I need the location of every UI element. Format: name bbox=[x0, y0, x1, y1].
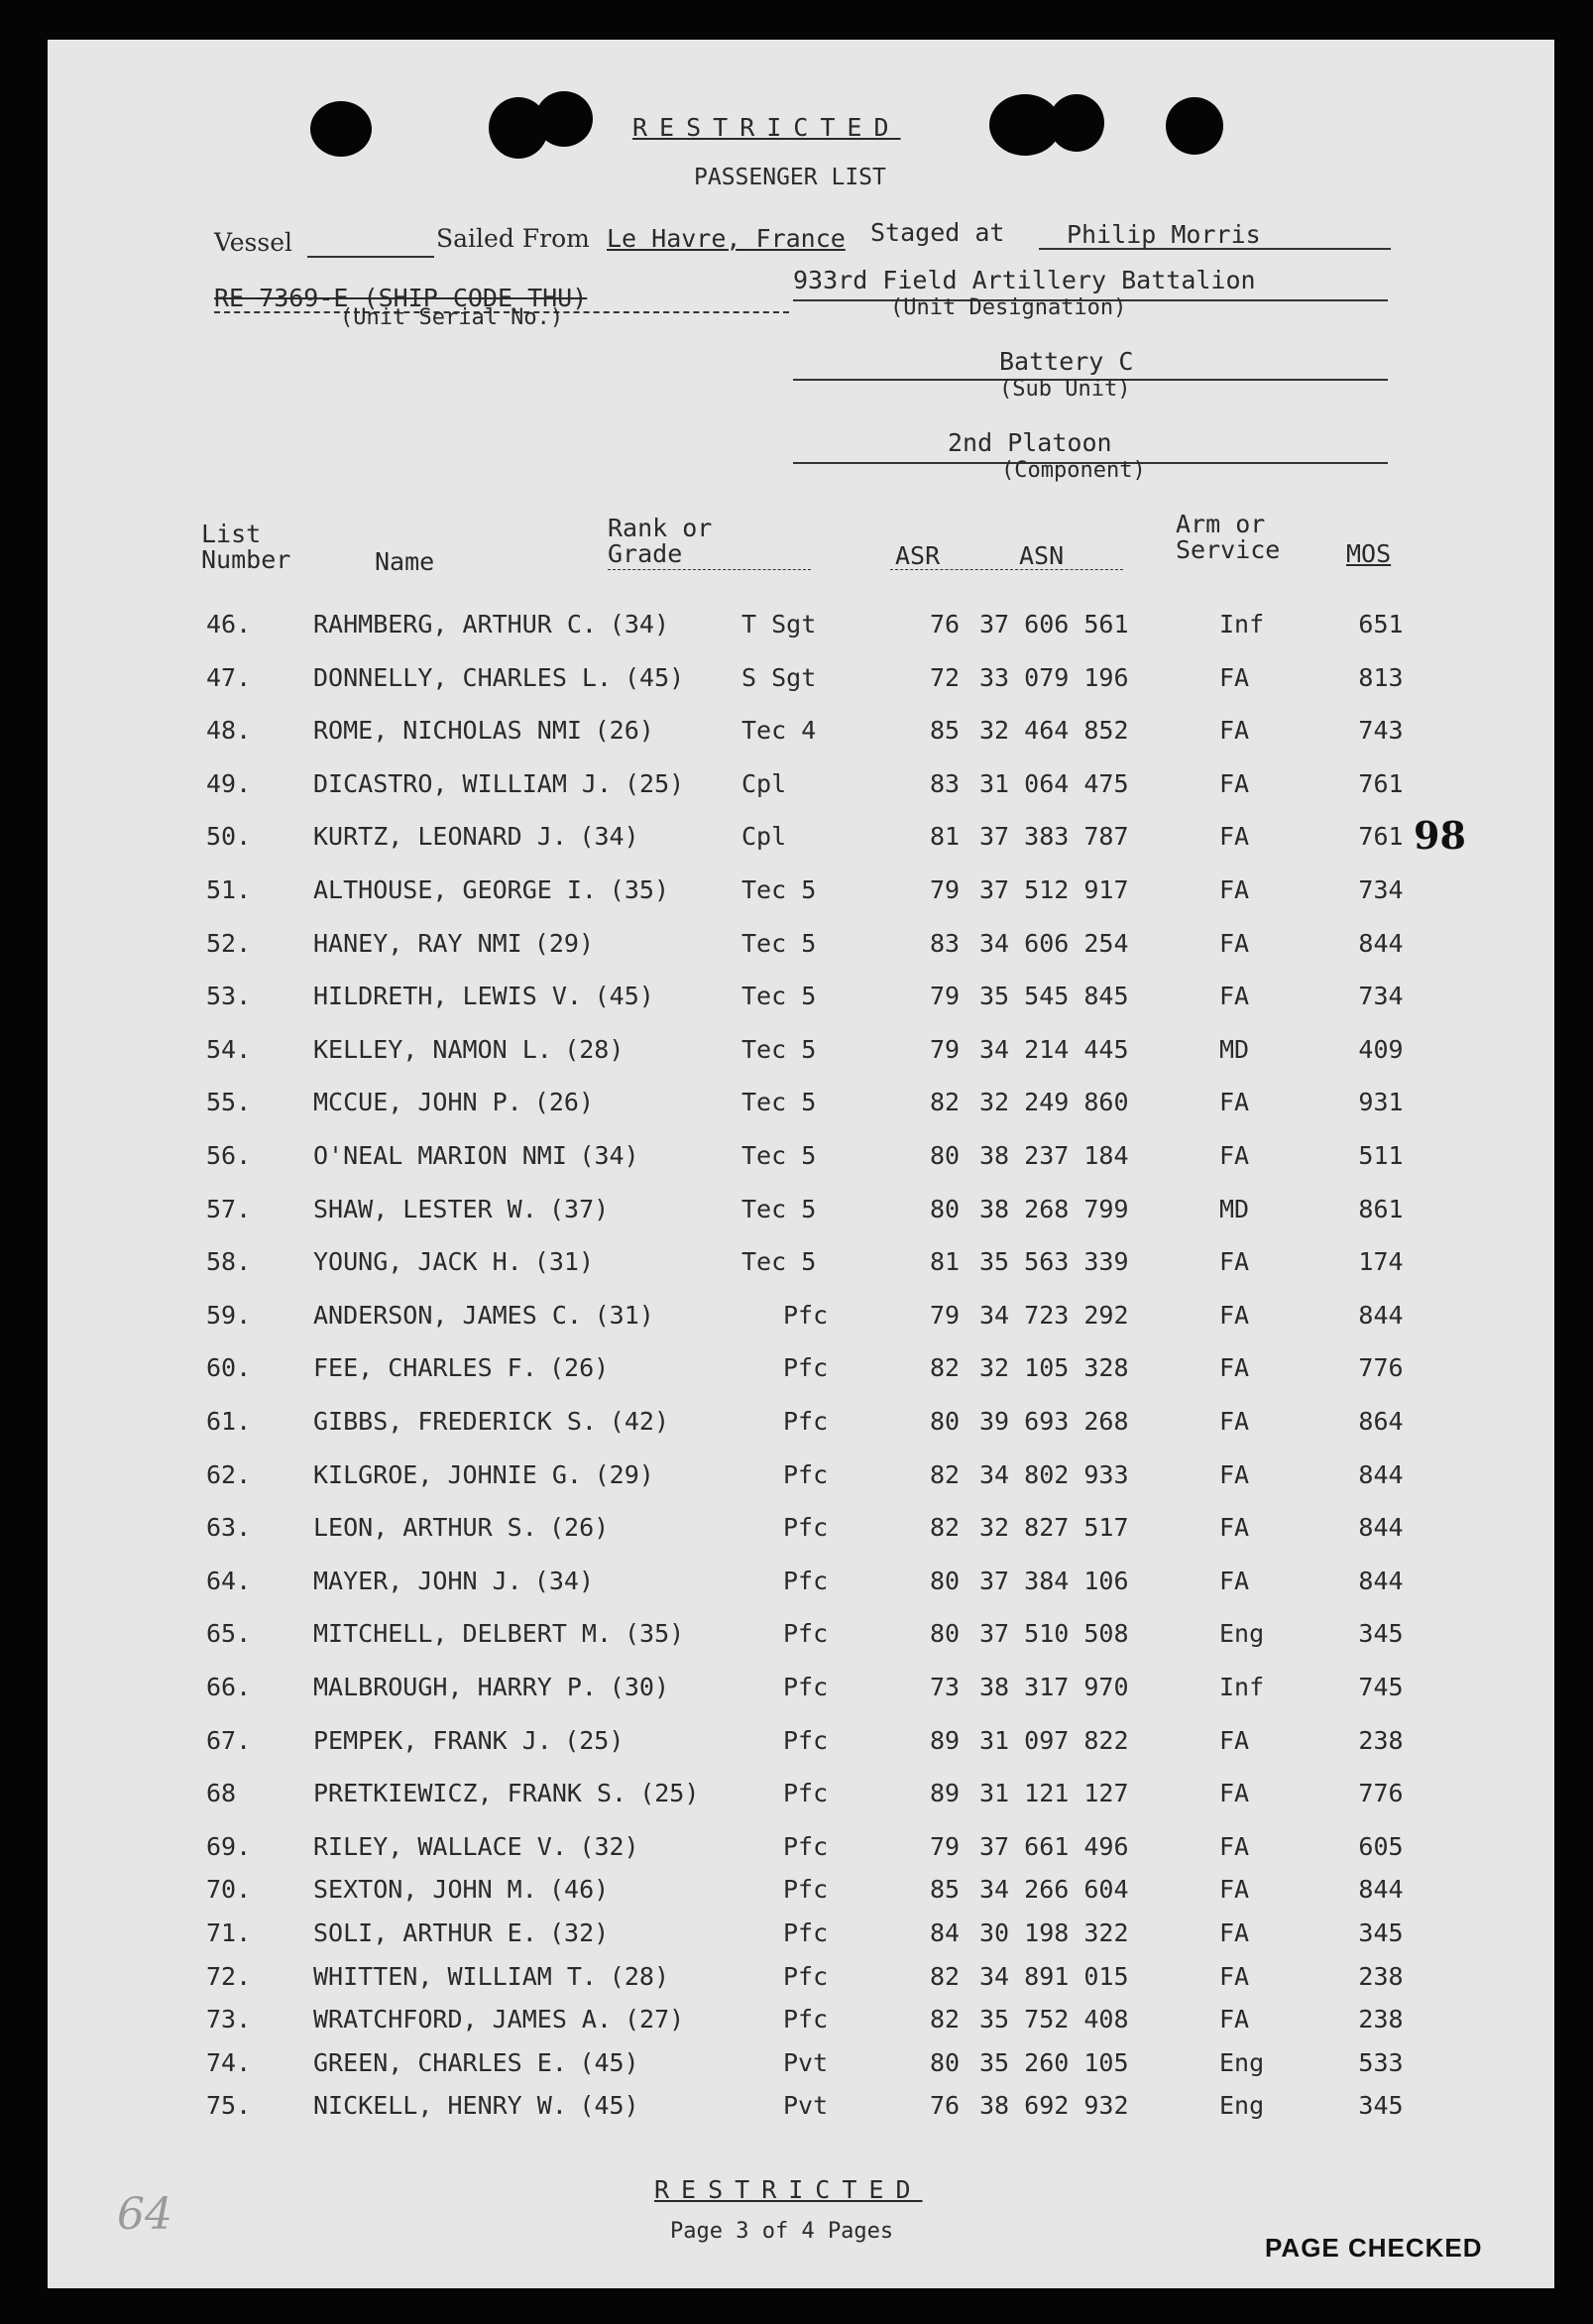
passenger-name: GREEN, CHARLES E. bbox=[313, 2047, 567, 2077]
passenger-asr: 89 bbox=[929, 1779, 961, 1808]
passenger-arm: FA bbox=[1219, 716, 1250, 746]
passenger-name: RILEY, WALLACE V. bbox=[313, 1831, 567, 1861]
list-number: 68 bbox=[206, 1779, 237, 1808]
passenger-arm: FA bbox=[1219, 1513, 1250, 1543]
asr-asn-header-line bbox=[890, 569, 1123, 570]
classification-bottom: RESTRICTED bbox=[654, 2175, 923, 2204]
passenger-asn: 34 266 604 bbox=[979, 1875, 1129, 1905]
passenger-asn: 34 214 445 bbox=[979, 1034, 1129, 1064]
passenger-asn: 34 891 015 bbox=[979, 1961, 1129, 1991]
passenger-asr: 84 bbox=[929, 1918, 961, 1947]
passenger-grade: Pfc bbox=[783, 1673, 829, 1701]
passenger-mos: 761 bbox=[1358, 822, 1404, 852]
staged-at-line bbox=[1039, 248, 1391, 250]
col-header-list-number: List Number bbox=[201, 520, 291, 574]
passenger-asr: 80 bbox=[929, 1619, 961, 1649]
passenger-asr: 79 bbox=[929, 1831, 961, 1861]
passenger-name: MAYER, JOHN J. bbox=[313, 1566, 522, 1595]
passenger-name: YOUNG, JACK H. bbox=[313, 1247, 522, 1277]
passenger-age: (35) bbox=[625, 1619, 685, 1649]
passenger-grade: Tec 5 bbox=[741, 1247, 817, 1277]
list-number: 63. bbox=[206, 1513, 252, 1543]
passenger-name: PRETKIEWICZ, FRANK S. bbox=[313, 1779, 627, 1808]
passenger-asr: 82 bbox=[929, 1353, 961, 1383]
ink-blot bbox=[535, 91, 593, 147]
staged-at-label: Staged at bbox=[870, 218, 1005, 247]
passenger-mos: 931 bbox=[1358, 1088, 1404, 1117]
passenger-mos: 745 bbox=[1358, 1673, 1404, 1701]
passenger-grade: Tec 5 bbox=[741, 928, 817, 958]
passenger-arm: FA bbox=[1219, 1459, 1250, 1489]
passenger-age: (29) bbox=[594, 1459, 654, 1489]
list-number: 49. bbox=[206, 768, 252, 798]
col-header-grade: Rank or Grade bbox=[608, 514, 713, 568]
passenger-arm: MD bbox=[1219, 1194, 1250, 1223]
passenger-asr: 79 bbox=[929, 875, 961, 904]
list-number: 74. bbox=[206, 2047, 252, 2077]
passenger-name: SOLI, ARTHUR E. bbox=[313, 1918, 537, 1947]
passenger-age: (30) bbox=[609, 1673, 670, 1701]
passenger-mos: 605 bbox=[1358, 1831, 1404, 1861]
passenger-arm: FA bbox=[1219, 1875, 1250, 1905]
passenger-asn: 33 079 196 bbox=[979, 662, 1129, 692]
passenger-arm: FA bbox=[1219, 982, 1250, 1011]
passenger-asn: 32 827 517 bbox=[979, 1513, 1129, 1543]
passenger-mos: 734 bbox=[1358, 875, 1404, 904]
list-number: 66. bbox=[206, 1673, 252, 1701]
col-header-arm: Arm or Service bbox=[1176, 510, 1281, 564]
passenger-grade: Pfc bbox=[783, 1353, 829, 1383]
passenger-mos: 844 bbox=[1358, 928, 1404, 958]
list-number: 70. bbox=[206, 1875, 252, 1905]
passenger-asn: 31 097 822 bbox=[979, 1725, 1129, 1755]
passenger-mos: 813 bbox=[1358, 662, 1404, 692]
passenger-name: MALBROUGH, HARRY P. bbox=[313, 1673, 597, 1701]
passenger-age: (45) bbox=[625, 662, 685, 692]
passenger-mos: 844 bbox=[1358, 1300, 1404, 1330]
list-number: 73. bbox=[206, 2005, 252, 2034]
passenger-arm: FA bbox=[1219, 822, 1250, 852]
passenger-grade: Pfc bbox=[783, 1513, 829, 1543]
passenger-asn: 32 105 328 bbox=[979, 1353, 1129, 1383]
passenger-arm: FA bbox=[1219, 1831, 1250, 1861]
list-number: 60. bbox=[206, 1353, 252, 1383]
passenger-asr: 81 bbox=[929, 822, 961, 852]
passenger-asn: 35 260 105 bbox=[979, 2047, 1129, 2077]
list-number: 51. bbox=[206, 875, 252, 904]
passenger-arm: FA bbox=[1219, 1725, 1250, 1755]
passenger-arm: Inf bbox=[1219, 1673, 1265, 1701]
passenger-grade: Pfc bbox=[783, 1875, 829, 1905]
passenger-mos: 776 bbox=[1358, 1779, 1404, 1808]
passenger-grade: Cpl bbox=[741, 822, 787, 852]
passenger-asr: 82 bbox=[929, 1088, 961, 1117]
passenger-arm: Eng bbox=[1219, 2091, 1265, 2121]
passenger-asn: 38 237 184 bbox=[979, 1141, 1129, 1170]
list-number: 71. bbox=[206, 1918, 252, 1947]
passenger-arm: Eng bbox=[1219, 1619, 1265, 1649]
passenger-name: MCCUE, JOHN P. bbox=[313, 1088, 522, 1117]
col-header-mos: MOS bbox=[1346, 539, 1392, 568]
passenger-mos: 238 bbox=[1358, 2005, 1404, 2034]
passenger-name: LEON, ARTHUR S. bbox=[313, 1513, 537, 1543]
passenger-age: (26) bbox=[533, 1088, 595, 1117]
passenger-mos: 511 bbox=[1358, 1141, 1404, 1170]
passenger-mos: 238 bbox=[1358, 1725, 1404, 1755]
passenger-grade: Pfc bbox=[783, 1831, 829, 1861]
passenger-asr: 89 bbox=[929, 1725, 961, 1755]
passenger-asr: 83 bbox=[929, 928, 961, 958]
grade-header-line bbox=[608, 569, 811, 570]
passenger-asn: 35 563 339 bbox=[979, 1247, 1129, 1277]
passenger-arm: FA bbox=[1219, 1088, 1250, 1117]
passenger-mos: 776 bbox=[1358, 1353, 1404, 1383]
col-header-asn: ASN bbox=[1019, 541, 1065, 570]
list-number: 59. bbox=[206, 1300, 252, 1330]
passenger-asr: 80 bbox=[929, 1141, 961, 1170]
list-number: 48. bbox=[206, 716, 252, 746]
passenger-asn: 30 198 322 bbox=[979, 1918, 1129, 1947]
passenger-arm: FA bbox=[1219, 875, 1250, 904]
passenger-mos: 345 bbox=[1358, 2091, 1404, 2121]
passenger-age: (45) bbox=[579, 2047, 639, 2077]
passenger-grade: Tec 5 bbox=[741, 1194, 817, 1223]
passenger-asr: 85 bbox=[929, 1875, 961, 1905]
vessel-line bbox=[307, 256, 434, 258]
passenger-age: (35) bbox=[609, 875, 670, 904]
passenger-name: NICKELL, HENRY W. bbox=[313, 2091, 567, 2121]
passenger-asr: 79 bbox=[929, 982, 961, 1011]
list-number: 54. bbox=[206, 1034, 252, 1064]
passenger-mos: 409 bbox=[1358, 1034, 1404, 1064]
list-number: 75. bbox=[206, 2091, 252, 2121]
passenger-asr: 73 bbox=[929, 1673, 961, 1701]
passenger-age: (29) bbox=[533, 928, 595, 958]
list-number: 69. bbox=[206, 1831, 252, 1861]
sailed-from-value: Le Havre, France bbox=[607, 224, 846, 253]
passenger-asr: 72 bbox=[929, 662, 961, 692]
ink-blot bbox=[1166, 97, 1223, 155]
passenger-arm: Inf bbox=[1219, 610, 1265, 639]
passenger-asn: 35 545 845 bbox=[979, 982, 1129, 1011]
unit-designation-caption: (Unit Designation) bbox=[890, 295, 1127, 320]
passenger-name: PEMPEK, FRANK J. bbox=[313, 1725, 552, 1755]
passenger-age: (25) bbox=[639, 1779, 700, 1808]
passenger-asn: 35 752 408 bbox=[979, 2005, 1129, 2034]
passenger-asn: 34 802 933 bbox=[979, 1459, 1129, 1489]
passenger-grade: Pvt bbox=[783, 2091, 829, 2121]
passenger-mos: 174 bbox=[1358, 1247, 1404, 1277]
passenger-name: ROME, NICHOLAS NMI bbox=[313, 716, 582, 746]
passenger-age: (28) bbox=[564, 1034, 625, 1064]
passenger-arm: FA bbox=[1219, 1566, 1250, 1595]
passenger-grade: Pfc bbox=[783, 1918, 829, 1947]
passenger-grade: T Sgt bbox=[741, 610, 817, 639]
passenger-name: O'NEAL MARION NMI bbox=[313, 1141, 567, 1170]
passenger-asr: 85 bbox=[929, 716, 961, 746]
passenger-asn: 38 268 799 bbox=[979, 1194, 1129, 1223]
passenger-age: (32) bbox=[549, 1918, 610, 1947]
passenger-grade: Cpl bbox=[741, 768, 787, 798]
passenger-grade: Tec 5 bbox=[741, 875, 817, 904]
passenger-age: (25) bbox=[625, 768, 685, 798]
passenger-mos: 345 bbox=[1358, 1619, 1404, 1649]
ink-blot bbox=[310, 101, 372, 157]
passenger-arm: FA bbox=[1219, 1961, 1250, 1991]
passenger-age: (32) bbox=[579, 1831, 639, 1861]
passenger-name: WHITTEN, WILLIAM T. bbox=[313, 1961, 597, 1991]
passenger-mos: 734 bbox=[1358, 982, 1404, 1011]
staged-at-value: Philip Morris bbox=[1067, 220, 1261, 249]
passenger-grade: Pfc bbox=[783, 1779, 829, 1808]
passenger-asr: 76 bbox=[929, 2091, 961, 2121]
passenger-grade: Pfc bbox=[783, 1407, 829, 1436]
passenger-asr: 80 bbox=[929, 1407, 961, 1436]
passenger-arm: FA bbox=[1219, 768, 1250, 798]
passenger-arm: FA bbox=[1219, 1407, 1250, 1436]
col-header-asr: ASR bbox=[895, 541, 941, 570]
passenger-grade: Pfc bbox=[783, 1459, 829, 1489]
passenger-name: FEE, CHARLES F. bbox=[313, 1353, 537, 1383]
list-number: 57. bbox=[206, 1194, 252, 1223]
passenger-age: (26) bbox=[549, 1353, 610, 1383]
passenger-arm: FA bbox=[1219, 1918, 1250, 1947]
passenger-grade: Pfc bbox=[783, 2005, 829, 2034]
passenger-age: (34) bbox=[609, 610, 670, 639]
ink-blot bbox=[1049, 94, 1104, 152]
passenger-age: (34) bbox=[533, 1566, 595, 1595]
passenger-asn: 31 121 127 bbox=[979, 1779, 1129, 1808]
passenger-name: WRATCHFORD, JAMES A. bbox=[313, 2005, 613, 2034]
passenger-asn: 32 464 852 bbox=[979, 716, 1129, 746]
passenger-asn: 38 692 932 bbox=[979, 2091, 1129, 2121]
component-caption: (Component) bbox=[1001, 458, 1146, 483]
passenger-arm: FA bbox=[1219, 1353, 1250, 1383]
passenger-asr: 79 bbox=[929, 1034, 961, 1064]
passenger-asn: 37 512 917 bbox=[979, 875, 1129, 904]
passenger-mos: 844 bbox=[1358, 1875, 1404, 1905]
passenger-name: GIBBS, FREDERICK S. bbox=[313, 1407, 597, 1436]
passenger-grade: Tec 5 bbox=[741, 1141, 817, 1170]
passenger-mos: 238 bbox=[1358, 1961, 1404, 1991]
passenger-age: (42) bbox=[609, 1407, 670, 1436]
passenger-mos: 651 bbox=[1358, 610, 1404, 639]
passenger-age: (34) bbox=[579, 822, 639, 852]
list-number: 53. bbox=[206, 982, 252, 1011]
list-number: 67. bbox=[206, 1725, 252, 1755]
list-number: 55. bbox=[206, 1088, 252, 1117]
passenger-arm: FA bbox=[1219, 662, 1250, 692]
passenger-asr: 82 bbox=[929, 1459, 961, 1489]
list-number: 47. bbox=[206, 662, 252, 692]
passenger-name: DONNELLY, CHARLES L. bbox=[313, 662, 613, 692]
passenger-asr: 83 bbox=[929, 768, 961, 798]
margin-number: 98 bbox=[1414, 813, 1466, 858]
passenger-grade: Pvt bbox=[783, 2047, 829, 2077]
passenger-asn: 37 606 561 bbox=[979, 610, 1129, 639]
passenger-name: KURTZ, LEONARD J. bbox=[313, 822, 567, 852]
passenger-asr: 82 bbox=[929, 2005, 961, 2034]
passenger-name: SHAW, LESTER W. bbox=[313, 1194, 537, 1223]
document-page bbox=[48, 40, 1554, 2288]
unit-designation-value: 933rd Field Artillery Battalion bbox=[793, 266, 1256, 294]
passenger-age: (37) bbox=[549, 1194, 610, 1223]
classification-top: RESTRICTED bbox=[632, 113, 901, 142]
passenger-asn: 34 606 254 bbox=[979, 928, 1129, 958]
passenger-grade: Tec 5 bbox=[741, 1034, 817, 1064]
passenger-mos: 345 bbox=[1358, 1918, 1404, 1947]
passenger-age: (45) bbox=[579, 2091, 639, 2121]
passenger-asn: 37 384 106 bbox=[979, 1566, 1129, 1595]
list-number: 50. bbox=[206, 822, 252, 852]
document-title: PASSENGER LIST bbox=[694, 165, 886, 190]
list-number: 72. bbox=[206, 1961, 252, 1991]
passenger-age: (31) bbox=[533, 1247, 595, 1277]
passenger-name: SEXTON, JOHN M. bbox=[313, 1875, 537, 1905]
sub-unit-value: Battery C bbox=[999, 347, 1134, 376]
list-number: 65. bbox=[206, 1619, 252, 1649]
passenger-arm: FA bbox=[1219, 1300, 1250, 1330]
passenger-asn: 34 723 292 bbox=[979, 1300, 1129, 1330]
list-number: 52. bbox=[206, 928, 252, 958]
passenger-asn: 31 064 475 bbox=[979, 768, 1129, 798]
passenger-mos: 844 bbox=[1358, 1566, 1404, 1595]
list-number: 62. bbox=[206, 1459, 252, 1489]
passenger-arm: FA bbox=[1219, 1247, 1250, 1277]
passenger-name: KILGROE, JOHNIE G. bbox=[313, 1459, 582, 1489]
passenger-name: ALTHOUSE, GEORGE I. bbox=[313, 875, 597, 904]
passenger-age: (26) bbox=[594, 716, 654, 746]
passenger-asn: 32 249 860 bbox=[979, 1088, 1129, 1117]
passenger-age: (28) bbox=[609, 1961, 670, 1991]
passenger-mos: 533 bbox=[1358, 2047, 1404, 2077]
passenger-mos: 844 bbox=[1358, 1513, 1404, 1543]
passenger-grade: Pfc bbox=[783, 1619, 829, 1649]
passenger-asr: 81 bbox=[929, 1247, 961, 1277]
passenger-name: RAHMBERG, ARTHUR C. bbox=[313, 610, 597, 639]
passenger-arm: FA bbox=[1219, 1141, 1250, 1170]
passenger-grade: Pfc bbox=[783, 1566, 829, 1595]
sailed-from-label: Sailed From bbox=[436, 224, 590, 253]
list-number: 58. bbox=[206, 1247, 252, 1277]
passenger-age: (46) bbox=[549, 1875, 610, 1905]
passenger-grade: Tec 5 bbox=[741, 982, 817, 1011]
passenger-asr: 79 bbox=[929, 1300, 961, 1330]
list-number: 61. bbox=[206, 1407, 252, 1436]
passenger-arm: MD bbox=[1219, 1034, 1250, 1064]
passenger-asr: 80 bbox=[929, 2047, 961, 2077]
passenger-asn: 37 661 496 bbox=[979, 1831, 1129, 1861]
passenger-asn: 38 317 970 bbox=[979, 1673, 1129, 1701]
passenger-mos: 864 bbox=[1358, 1407, 1404, 1436]
unit-serial-value: RE 7369-E (SHIP CODE THU) bbox=[214, 284, 588, 312]
passenger-age: (26) bbox=[549, 1513, 610, 1543]
page-checked-stamp: PAGE CHECKED bbox=[1265, 2233, 1483, 2263]
passenger-arm: FA bbox=[1219, 2005, 1250, 2034]
passenger-name: MITCHELL, DELBERT M. bbox=[313, 1619, 613, 1649]
vessel-label: Vessel bbox=[214, 228, 293, 257]
list-number: 46. bbox=[206, 610, 252, 639]
passenger-name: DICASTRO, WILLIAM J. bbox=[313, 768, 613, 798]
passenger-age: (27) bbox=[625, 2005, 685, 2034]
passenger-asr: 76 bbox=[929, 610, 961, 639]
passenger-asr: 82 bbox=[929, 1961, 961, 1991]
passenger-asr: 82 bbox=[929, 1513, 961, 1543]
passenger-asr: 80 bbox=[929, 1566, 961, 1595]
passenger-asn: 37 510 508 bbox=[979, 1619, 1129, 1649]
pencil-note: 64 bbox=[117, 2189, 172, 2240]
list-number: 64. bbox=[206, 1566, 252, 1595]
passenger-age: (25) bbox=[564, 1725, 625, 1755]
sub-unit-caption: (Sub Unit) bbox=[999, 377, 1131, 402]
passenger-mos: 761 bbox=[1358, 768, 1404, 798]
passenger-mos: 861 bbox=[1358, 1194, 1404, 1223]
passenger-arm: Eng bbox=[1219, 2047, 1265, 2077]
passenger-asn: 39 693 268 bbox=[979, 1407, 1129, 1436]
col-header-name: Name bbox=[375, 547, 435, 576]
passenger-asn: 37 383 787 bbox=[979, 822, 1129, 852]
passenger-age: (45) bbox=[594, 982, 654, 1011]
page-info: Page 3 of 4 Pages bbox=[670, 2219, 894, 2244]
passenger-arm: FA bbox=[1219, 928, 1250, 958]
passenger-mos: 844 bbox=[1358, 1459, 1404, 1489]
passenger-grade: Tec 4 bbox=[741, 716, 817, 746]
passenger-asr: 80 bbox=[929, 1194, 961, 1223]
passenger-age: (34) bbox=[579, 1141, 639, 1170]
passenger-grade: S Sgt bbox=[741, 662, 817, 692]
list-number: 56. bbox=[206, 1141, 252, 1170]
unit-serial-caption: (Unit Serial No.) bbox=[340, 305, 564, 330]
passenger-name: HANEY, RAY NMI bbox=[313, 928, 522, 958]
component-value: 2nd Platoon bbox=[948, 428, 1112, 457]
passenger-grade: Pfc bbox=[783, 1961, 829, 1991]
passenger-age: (31) bbox=[594, 1300, 654, 1330]
passenger-mos: 743 bbox=[1358, 716, 1404, 746]
passenger-grade: Tec 5 bbox=[741, 1088, 817, 1117]
passenger-name: ANDERSON, JAMES C. bbox=[313, 1300, 582, 1330]
passenger-name: HILDRETH, LEWIS V. bbox=[313, 982, 582, 1011]
passenger-arm: FA bbox=[1219, 1779, 1250, 1808]
passenger-name: KELLEY, NAMON L. bbox=[313, 1034, 552, 1064]
passenger-grade: Pfc bbox=[783, 1725, 829, 1755]
passenger-grade: Pfc bbox=[783, 1300, 829, 1330]
